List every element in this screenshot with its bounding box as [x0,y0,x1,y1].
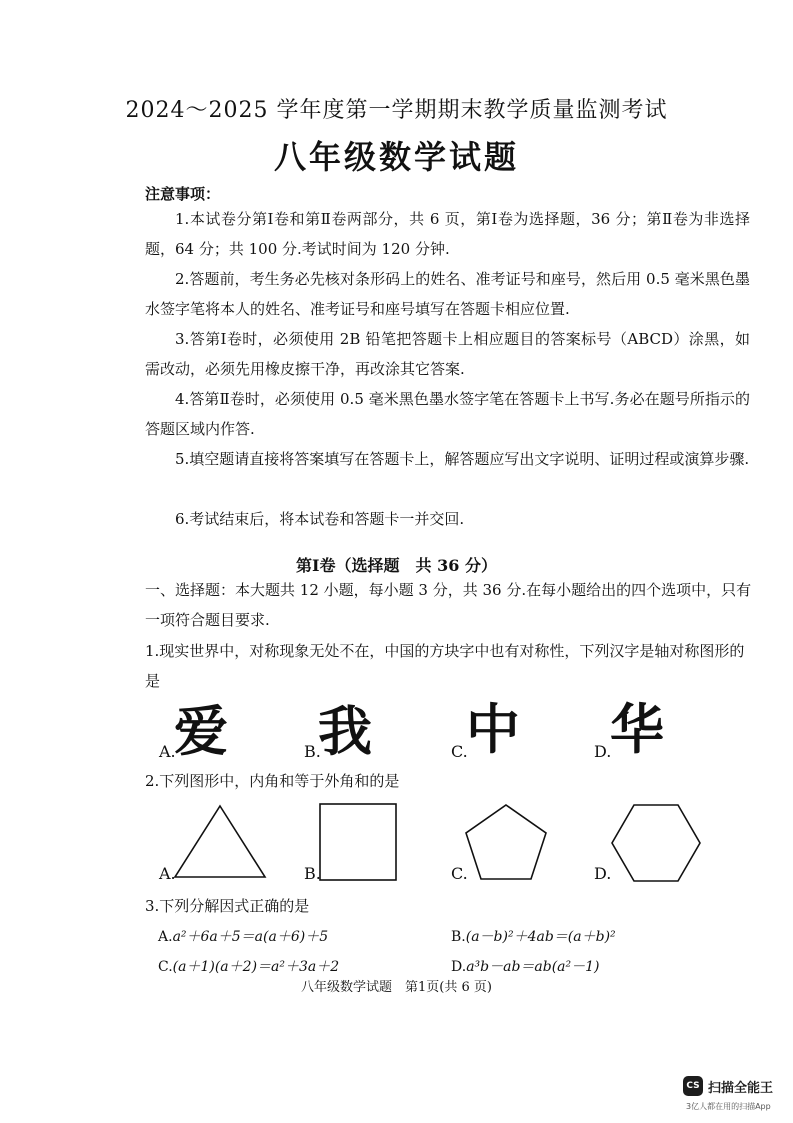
q2-option-b-letter: B. [304,864,321,883]
notice-label: 注意事项： [145,185,221,203]
q3-option-c-letter: C. [158,959,173,975]
notice-item-3: 3.答第Ⅰ卷时，必须使用 2B 铅笔把答题卡上相应题目的答案标号（ABCD）涂黑，如需改动，必须先用橡皮擦干净，再改涂其它答案. [145,330,750,378]
q3-option-d [451,956,600,976]
q3-option-d-letter: D. [451,959,467,975]
q3-option-b-letter: B. [451,929,466,945]
page-footer: 八年级数学试题 第1页(共 6 页) [301,980,492,995]
q1-option-d-char: 华 [610,698,664,761]
q3-option-c [158,956,339,976]
section-instruction: 一、选择题：本大题共 12 小题，每小题 3 分，共 36 分.在每小题给出的四个选项中，只有一项符合题目要求. [145,581,752,629]
q1-option-b-letter: B. [304,742,321,761]
scanner-watermark [683,1076,773,1096]
q1-option-b-char: 我 [318,700,372,763]
q1-option-c-letter: C. [451,742,468,761]
watermark-tagline: 3亿人都在用的扫描App [686,1102,771,1111]
q1-option-a-char: 爱 [174,700,228,763]
question-1-text: 1.现实世界中，对称现象无处不在，中国的方块字中也有对称性，下列汉字是轴对称图形的是 [145,642,745,690]
q2-option-c-letter: C. [451,864,468,883]
pentagon-icon [464,803,548,881]
q3-option-c-formula: (a＋1)(a＋2)＝a²＋3a＋2 [172,959,340,975]
question-3-text: 3.下列分解因式正确的是 [145,897,310,915]
q3-option-a-letter: A. [158,929,173,945]
notice-item-2: 2.答题前，考生务必先核对条形码上的姓名、准考证号和座号，然后用 0.5 毫米黑色墨水签字笔将本人的姓名、准考证号和座号填写在答题卡相应位置. [145,270,750,318]
hexagon-icon [610,803,702,883]
q3-option-d-formula: a³b－ab＝ab(a²－1) [466,959,600,975]
camscanner-logo-icon: CS [683,1076,703,1096]
q3-option-b-formula: (a－b)²＋4ab＝(a＋b)² [465,929,616,945]
question-2-text: 2.下列图形中，内角和等于外角和的是 [145,772,400,790]
section-title: 第Ⅰ卷（选择题 共 36 分） [296,556,497,575]
q3-option-b [451,926,616,946]
q1-option-c-char: 中 [466,698,520,761]
notice-item-6: 6.考试结束后，将本试卷和答题卡一并交回. [175,510,465,528]
q3-option-a [158,926,328,946]
q1-option-a-letter: A. [159,742,176,761]
q1-option-d-letter: D. [594,742,612,761]
notice-item-1: 1.本试卷分第Ⅰ卷和第Ⅱ卷两部分，共 6 页，第Ⅰ卷为选择题，36 分；第Ⅱ卷为非选择题，64 分；共 100 分.考试时间为 120 分钟. [145,210,750,258]
square-icon [318,802,398,882]
notice-item-4: 4.答第Ⅱ卷时，必须使用 0.5 毫米黑色墨水签字笔在答题卡上书写.务必在题号所指示的答题区域内作答. [145,390,750,438]
q2-option-a-letter: A. [159,864,176,883]
q3-option-a-formula: a²＋6a＋5＝a(a＋6)＋5 [172,929,329,945]
q2-option-d-letter: D. [594,864,612,883]
notice-item-5: 5.填空题请直接将答案填写在答题卡上，解答题应写出文字说明、证明过程或演算步骤. [175,450,750,468]
watermark-name: 扫描全能王 [708,1080,774,1096]
triangle-icon [172,804,268,880]
exam-title-subject: 八年级数学试题 [273,138,519,176]
exam-title-line1: 2024～2025 学年度第一学期期末教学质量监测考试 [125,98,668,123]
